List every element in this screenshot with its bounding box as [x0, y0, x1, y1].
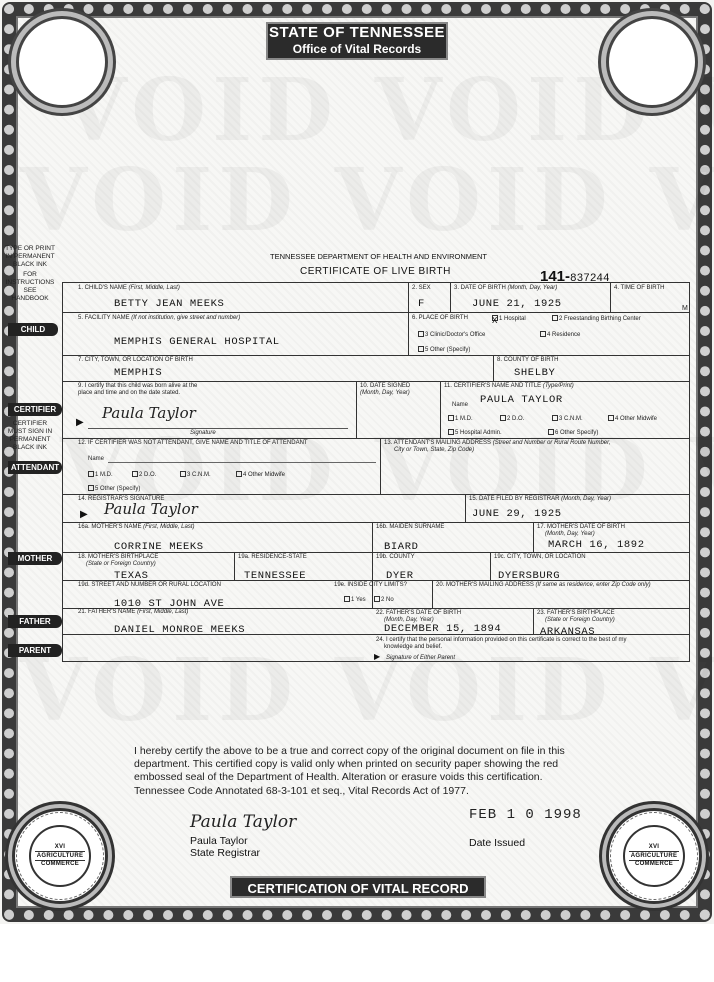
department-seal-icon: XVI AGRICULTURE COMMERCE [606, 808, 702, 904]
sex-value: F [418, 298, 425, 310]
street-value: 1010 ST JOHN AVE [114, 598, 225, 610]
father-name-value: DANIEL MONROE MEEKS [114, 624, 246, 636]
mailing-label: 20. MOTHER'S MAILING ADDRESS (If same as residence, enter Zip Code only) [436, 582, 651, 588]
place-mark: X [492, 316, 499, 326]
place-option-hospital: 1 Hospital [492, 315, 526, 323]
father-birthplace-value: ARKANSAS [540, 626, 596, 638]
maiden-value: BIARD [384, 541, 419, 553]
city-value: MEMPHIS [114, 367, 163, 379]
footer-banner: CERTIFICATION OF VITAL RECORD [230, 876, 486, 898]
residence-county-value: DYER [386, 570, 414, 582]
attendant-name-word: Name [88, 456, 105, 462]
certifier-name-label: 11. CERTIFIER'S NAME AND TITLE (Type/Print) [444, 383, 574, 389]
dob-label: 3. DATE OF BIRTH (Month, Day, Year) [454, 285, 558, 291]
tab-attendant: ATTENDANT [8, 461, 62, 474]
mother-name-label: 16a. MOTHER'S NAME (First, Middle, Last) [78, 524, 195, 530]
attendant-option-other: 5 Other (Specify) [88, 485, 140, 493]
parent-arrow-icon: ▶ [374, 652, 381, 661]
father-name-label: 21. FATHER'S NAME (First, Middle, Last) [78, 609, 189, 615]
certifier-option-cnm: 3 C.N.M. [552, 415, 583, 423]
mother-birthplace-value: TEXAS [114, 570, 149, 582]
maiden-label: 16b. MAIDEN SURNAME [376, 524, 445, 530]
child-name-label: 1. CHILD'S NAME (First, Middle, Last) [78, 285, 180, 291]
dob-value: JUNE 21, 1925 [472, 298, 562, 310]
attendant-label: 12. IF CERTIFIER WAS NOT ATTENDANT, GIVE NAME AND TITLE OF ATTENDANT [78, 440, 308, 446]
code-citation: Tennessee Code Annotated 68-3-101 et seq., Vital Records Act of 1977. [134, 785, 469, 797]
attendant-address-label: 13. ATTENDANT'S MAILING ADDRESS (Street and Number or Rural Route Number, City or Town, State, Zip Code) [384, 440, 611, 453]
residence-county-label: 19b. COUNTY [376, 554, 415, 560]
place-option-clinic: 3 Clinic/Doctor's Office [418, 331, 485, 339]
place-option-other: 5 Other (Specify) [418, 346, 470, 354]
date-issued-stamp: FEB 1 0 1998 [469, 807, 582, 823]
mother-dob-value: MARCH 16, 1892 [548, 539, 645, 551]
registrar-arrow-icon: ▶ [80, 509, 88, 520]
certificate-number: 141-837244 [540, 268, 610, 285]
department-name: TENNESSEE DEPARTMENT OF HEALTH AND ENVIRONMENT [270, 252, 487, 261]
certifier-signature: Paula Taylor [102, 404, 196, 422]
certifier-option-md: 1 M.D. [448, 415, 473, 423]
attendant-option-md: 1 M.D. [88, 471, 113, 479]
state-seal-icon: XVI AGRICULTURE COMMERCE [12, 808, 108, 904]
certifier-name-value: PAULA TAYLOR [480, 394, 563, 406]
filed-label: 15. DATE FILED BY REGISTRAR (Month, Day, Year) [469, 496, 611, 502]
name-word: Name [452, 402, 469, 408]
certifier-option-midwife: 4 Other Midwife [608, 415, 657, 423]
tab-certifier: CERTIFIER [8, 403, 62, 416]
registrar-name: Paula Taylor [190, 835, 248, 847]
father-dob-label: 22. FATHER'S DATE OF BIRTH (Month, Day, Year) [376, 610, 462, 623]
facility-label: 5. FACILITY NAME (If not institution, give street and number) [78, 315, 241, 321]
residence-state-label: 19a. RESIDENCE-STATE [238, 554, 307, 560]
facility-value: MEMPHIS GENERAL HOSPITAL [114, 336, 280, 348]
inside-city-yes: 1 Yes [344, 596, 366, 604]
certifier-note: CERTIFIER MUST SIGN IN PERMANENT BLACK INK [7, 420, 53, 451]
place-label: 6. PLACE OF BIRTH [412, 315, 468, 321]
parent-certify-statement: 24. I certify that the personal information provided on this certificate is correct to the best of my knowledge and belief. [376, 637, 627, 650]
signature-arrow-icon: ▶ [76, 417, 84, 428]
residence-city-label: 19c. CITY, TOWN, OR LOCATION [494, 554, 586, 560]
inside-city-label: 19e. INSIDE CITY LIMITS? [334, 582, 407, 588]
tab-mother: MOTHER [8, 552, 62, 565]
time-label: 4. TIME OF BIRTH [614, 285, 665, 291]
state-registrar-signature: Paula Taylor [190, 812, 297, 832]
attendant-option-cnm: 3 C.N.M. [180, 471, 211, 479]
city-label: 7. CITY, TOWN, OR LOCATION OF BIRTH [78, 357, 193, 363]
inside-city-no: 2 No [374, 596, 394, 604]
certifier-option-other: 6 Other Specify) [548, 429, 598, 437]
tab-parent: PARENT [8, 644, 62, 657]
instructions-note: TYPE OR PRINT IN PERMANENT BLACK INK FOR INSTRUCTIONS SEE HANDBOOK [5, 245, 55, 302]
attendant-option-midwife: 4 Other Midwife [236, 471, 285, 479]
parent-signature-label: Signature of Either Parent [386, 655, 456, 661]
mother-name-value: CORRINE MEEKS [114, 541, 204, 553]
tab-father: FATHER [8, 615, 62, 628]
mother-birthplace-label: 18. MOTHER'S BIRTHPLACE (State or Foreign Country) [78, 554, 159, 567]
time-suffix: M [682, 305, 688, 312]
place-option-birthing-center: 2 Freestanding Birthing Center [552, 315, 641, 323]
street-label: 19d. STREET AND NUMBER OR RURAL LOCATION [78, 582, 221, 588]
certifier-option-do: 2 D.O. [500, 415, 524, 423]
certificate-title: CERTIFICATE OF LIVE BIRTH [300, 266, 451, 277]
child-name-value: BETTY JEAN MEEKS [114, 298, 225, 310]
father-birthplace-label: 23. FATHER'S BIRTHPLACE (State or Foreign Country) [537, 610, 615, 623]
date-signed-label: 10. DATE SIGNED (Month, Day, Year) [360, 383, 411, 396]
filed-value: JUNE 29, 1925 [472, 508, 562, 520]
registrar-title: State Registrar [190, 847, 261, 859]
certify-statement: 9. I certify that this child was born alive at the place and time and on the date stated. [78, 383, 198, 396]
tab-child: CHILD [8, 323, 58, 336]
residence-city-value: DYERSBURG [498, 570, 561, 582]
corner-medallion [606, 16, 698, 108]
office-name: Office of Vital Records [292, 42, 422, 56]
mother-dob-label: 17. MOTHER'S DATE OF BIRTH (Month, Day, Year) [537, 524, 625, 537]
certification-statement: I hereby certify the above to be a true and correct copy of the original document on file in this department. This certified copy is valid only when printed on security paper showing the red embossed seal of the Department of Health. Alteration or erasure voids this certification. [134, 745, 565, 783]
state-banner [266, 22, 448, 60]
signature-label: Signature [190, 430, 216, 436]
state-name: STATE OF TENNESSEE [269, 24, 445, 41]
date-issued-label: Date Issued [469, 837, 526, 849]
county-label: 8. COUNTY OF BIRTH [497, 357, 559, 363]
corner-medallion [16, 16, 108, 108]
father-dob-value: DECEMBER 15, 1894 [384, 623, 502, 635]
county-value: SHELBY [514, 367, 556, 379]
place-option-residence: 4 Residence [540, 331, 580, 339]
residence-state-value: TENNESSEE [244, 570, 307, 582]
registrar-signature: Paula Taylor [104, 500, 198, 518]
attendant-option-do: 2 D.O. [132, 471, 156, 479]
certifier-option-admin: 5 Hospital Admin. [448, 429, 502, 437]
sex-label: 2. SEX [412, 285, 431, 291]
registrar-label: 14. REGISTRAR'S SIGNATURE [78, 496, 165, 502]
